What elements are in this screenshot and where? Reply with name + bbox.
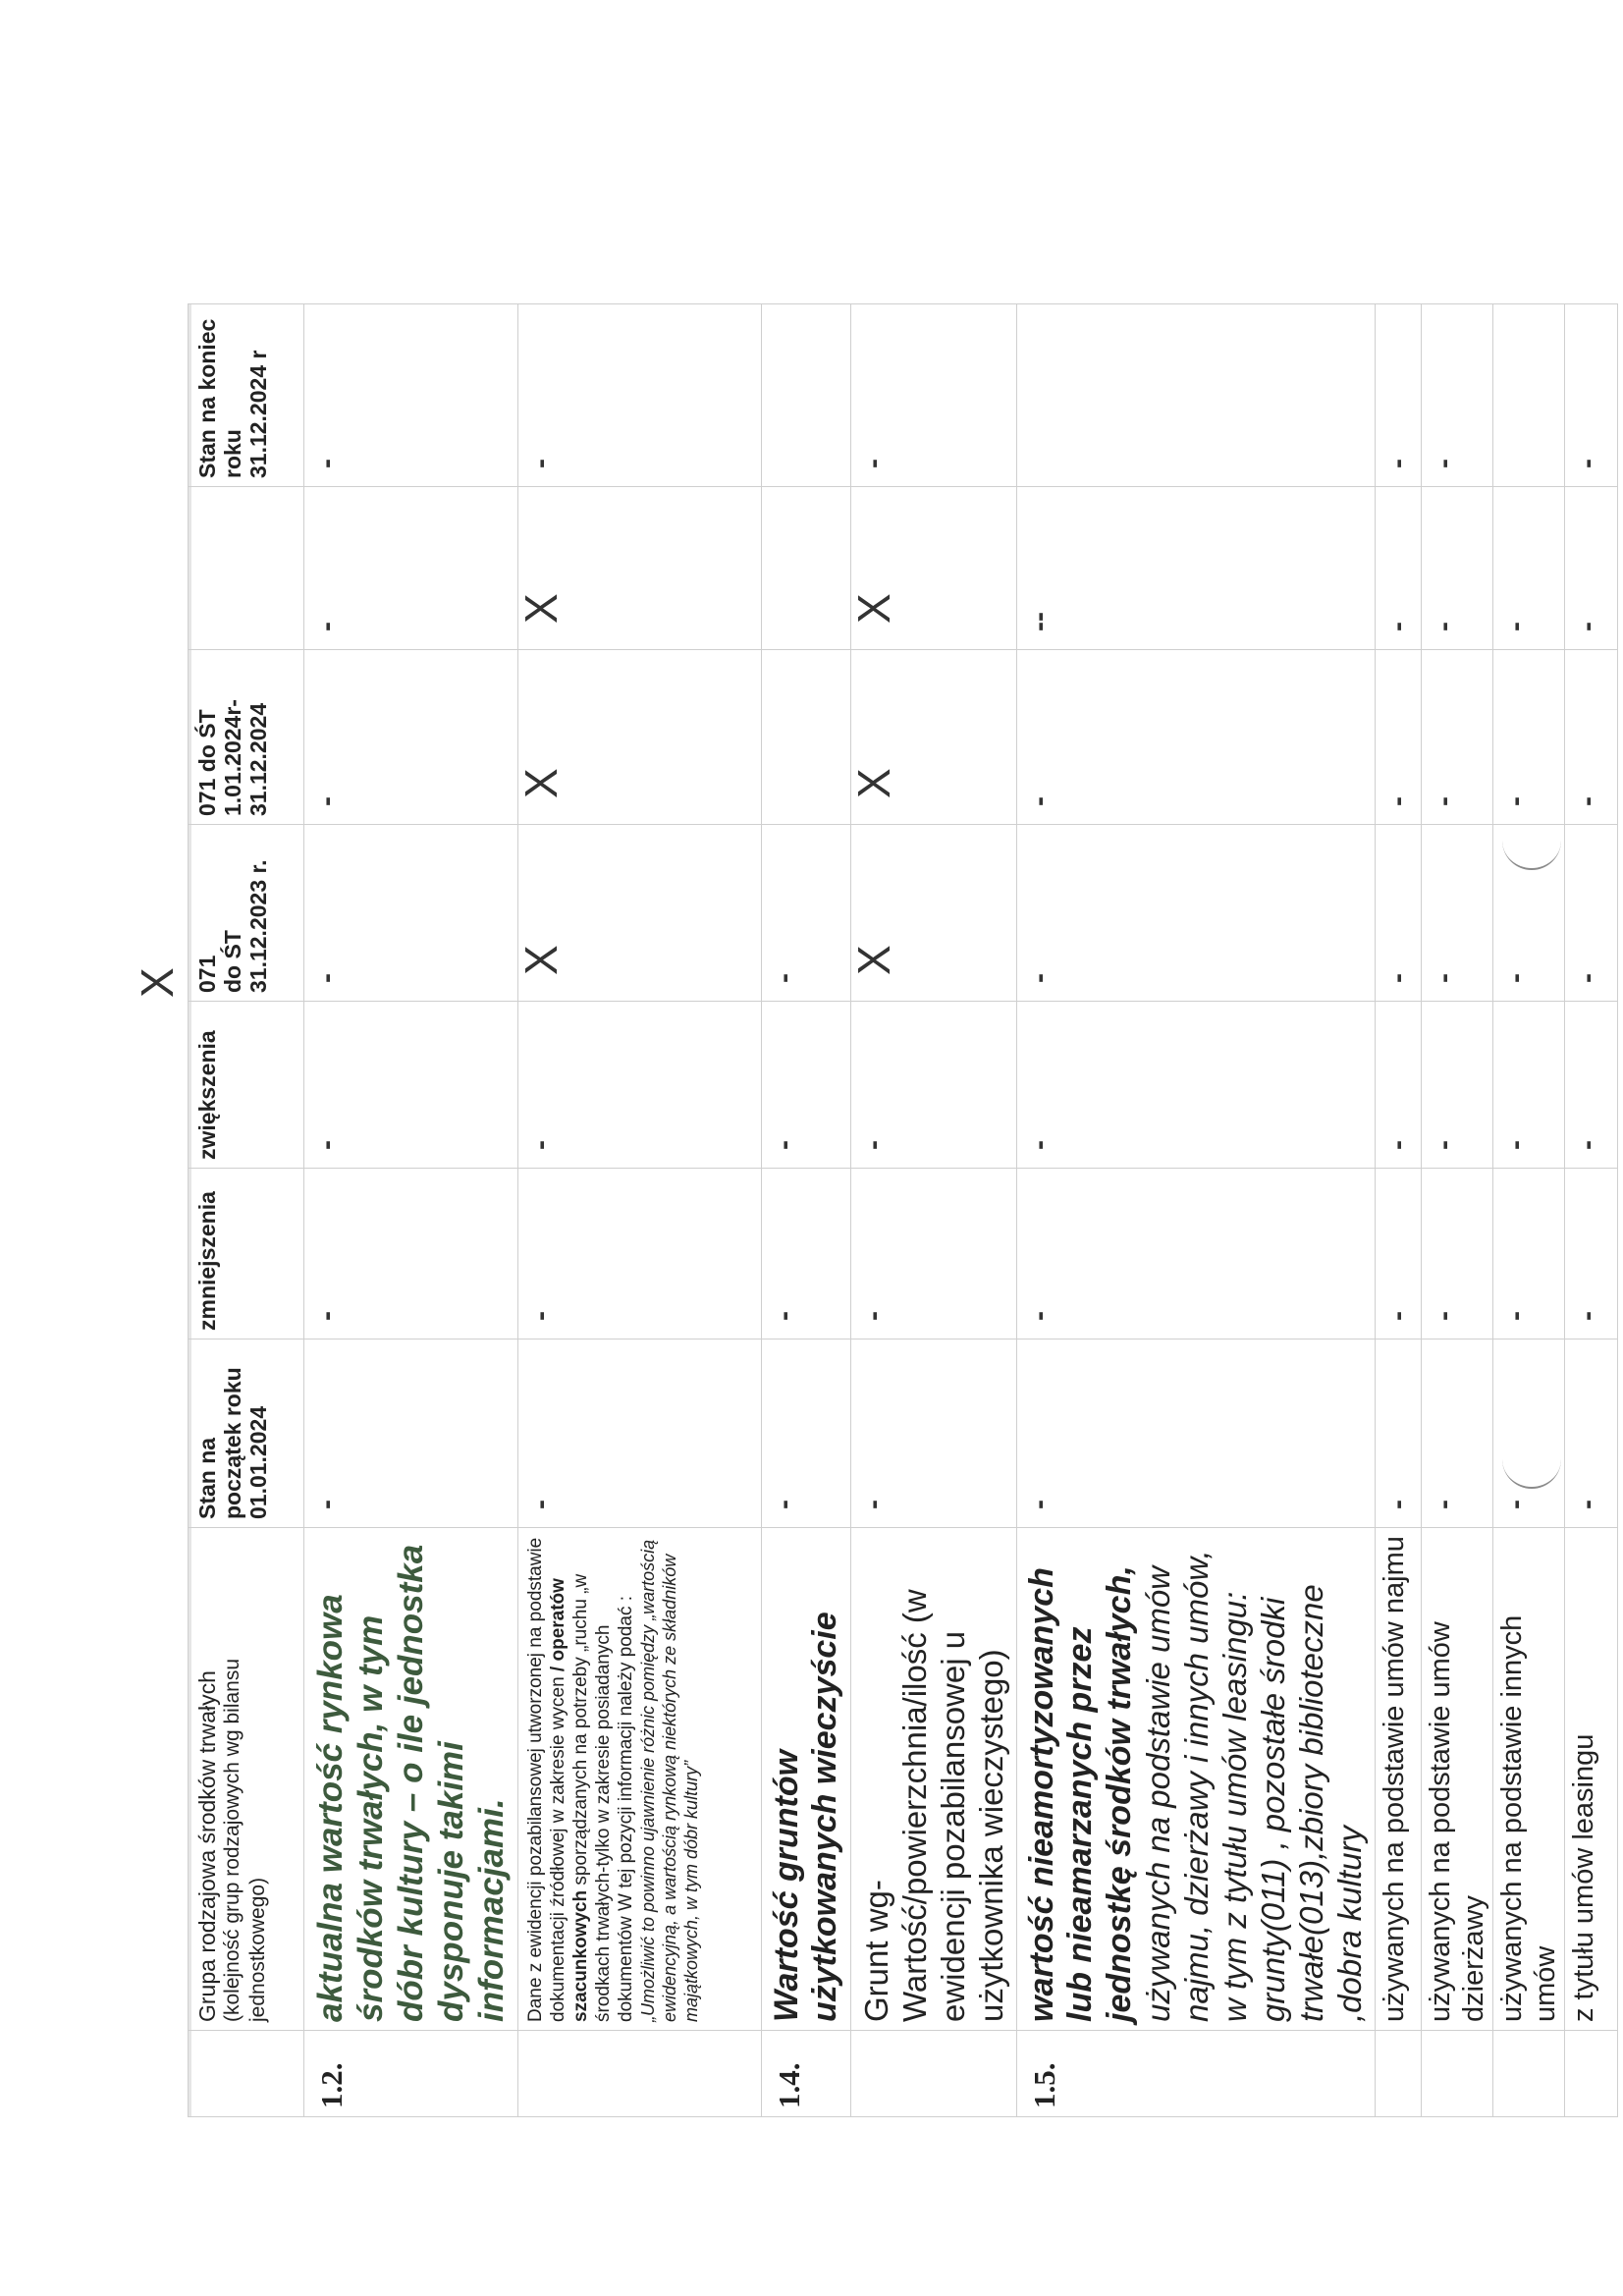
table-row [1565, 304, 1618, 2117]
header-end-line1: Stan na koniec [194, 318, 220, 478]
row-note [518, 1528, 762, 2031]
value-cell: - [1493, 825, 1565, 1002]
value-cell: - [1565, 1339, 1618, 1528]
x-mark: X [518, 487, 762, 650]
value-cell: - [1422, 487, 1493, 650]
fixed-assets-table [188, 303, 1618, 2117]
value-cell: - [518, 1169, 762, 1339]
note-text-c: sporządzanych na potrzeby „ruchu „w środkach trwałych-tylko w zakresie posiadanych dokumentów W tej pozycji informacji należy podać : [570, 1573, 636, 2022]
value-cell-empty [1493, 304, 1565, 487]
row-number: 1.4. [762, 2031, 851, 2117]
header-end [189, 304, 304, 487]
value-cell: - [304, 304, 518, 487]
value-cell: - [1017, 1169, 1376, 1339]
value-cell: - [518, 304, 762, 487]
table-row [518, 304, 762, 2117]
value-cell: - [1493, 487, 1565, 650]
value-cell-empty [1017, 304, 1376, 487]
row-label [1017, 1528, 1376, 2031]
note-text-b: / operatów szacunkowych [548, 1578, 591, 2022]
value-cell: - [304, 1169, 518, 1339]
x-mark: X [851, 650, 1017, 825]
row-label: używanych na podstawie innych umów [1493, 1528, 1565, 2031]
value-cell: - [304, 825, 518, 1002]
value-cell: - [1422, 825, 1493, 1002]
header-decreases: zmniejszenia [189, 1169, 304, 1339]
header-071b-line1: 071 do ŚT [194, 709, 220, 816]
x-mark: X [851, 487, 1017, 650]
table-row [1017, 304, 1376, 2117]
value-cell: - [304, 1339, 518, 1528]
row-title-rest: używanych na podstawie umów najmu, dzierżawy i innych umów, w tym z tytułu umów leasingu: [1140, 1550, 1253, 2022]
table-row [851, 304, 1017, 2117]
value-cell: - [1493, 650, 1565, 825]
value-cell: - [762, 1169, 851, 1339]
row-title: wartość nieamortyzowanych lub nieamarzanych przez jednostkę środków trwałych, [1023, 1565, 1138, 2022]
value-cell: - [1565, 825, 1618, 1002]
header-blank [189, 487, 304, 650]
value-cell-empty [762, 650, 851, 825]
value-cell: - [762, 1002, 851, 1169]
value-cell: - [304, 487, 518, 650]
value-cell: - [1017, 650, 1376, 825]
header-group-line1: Grupa rodzajowa środków trwałych [194, 1670, 220, 2022]
table-row [1422, 304, 1493, 2117]
row-number [851, 2031, 1017, 2117]
value-cell: - [1376, 487, 1422, 650]
row-detail: grunty(011) , pozostałe środki trwałe(013),zbiory biblioteczne ,dobra kultury [1255, 1584, 1368, 2022]
value-cell: - [1376, 1339, 1422, 1528]
value-cell: - [1422, 1169, 1493, 1339]
header-increases: zwiększenia [189, 1002, 304, 1169]
value-cell: - [1493, 1002, 1565, 1169]
header-start [189, 1339, 304, 1528]
value-cell: - [1565, 487, 1618, 650]
header-071a-line2: do ŚT [220, 930, 245, 993]
value-cell: - [518, 1002, 762, 1169]
value-cell-empty [762, 487, 851, 650]
value-cell: - [1422, 1002, 1493, 1169]
value-cell-empty [762, 304, 851, 487]
value-cell: - [1422, 304, 1493, 487]
value-cell: - [1565, 1002, 1618, 1169]
value-cell: - [1376, 304, 1422, 487]
value-cell: - [1565, 1169, 1618, 1339]
x-mark: X [851, 825, 1017, 1002]
value-cell: - [1493, 1169, 1565, 1339]
value-cell: - [1565, 304, 1618, 487]
value-cell: - [304, 1002, 518, 1169]
value-cell: - [1422, 1339, 1493, 1528]
header-start-line2: początek roku [220, 1367, 245, 1519]
note-italic: „Umożliwić to powinno ujawnienie różnic pomiędzy „wartością ewidencyjną, a wartością rynkową niektórych ze składników majątkowych, w tym dóbr kultury” [638, 1539, 701, 2022]
header-x-mark: X [132, 967, 183, 998]
value-cell: - [1376, 1169, 1422, 1339]
row-number: 1.2. [304, 2031, 518, 2117]
header-071b-line3: 31.12.2024 [245, 702, 271, 816]
row-label [304, 1528, 518, 2031]
value-cell: - [1376, 825, 1422, 1002]
x-mark: X [518, 825, 762, 1002]
row-number [1422, 2031, 1493, 2117]
note-text-a: Dane z ewidencji pozabilansowej utworzonej na podstawie dokumentacji źródłowej w zakresie wycen [525, 1537, 568, 2022]
value-cell: - [762, 1339, 851, 1528]
header-end-line3: 31.12.2024 r [245, 350, 271, 478]
header-start-line3: 01.01.2024 [245, 1405, 271, 1519]
header-num-cell [189, 2031, 304, 2117]
row-number [1565, 2031, 1618, 2117]
row-number: 1.5. [1017, 2031, 1376, 2117]
header-071a-line1: 071 [194, 955, 220, 993]
table-row [1493, 304, 1565, 2117]
table-row [1376, 304, 1422, 2117]
header-row [189, 304, 304, 2117]
row-title-underlined: o ile jednostka dysponuje takimi informacjami. [392, 1544, 511, 2022]
value-cell: - [1376, 650, 1422, 825]
row-title: Wartość gruntów użytkowanych wieczyście [762, 1528, 851, 2031]
header-071a-line3: 31.12.2023 r. [245, 859, 271, 993]
header-end-line2: roku [220, 429, 245, 478]
value-cell: - [851, 304, 1017, 487]
rotated-table-sheet [132, 304, 1603, 2117]
value-cell: - [1565, 650, 1618, 825]
table-row [762, 304, 851, 2117]
value-cell: - [1422, 650, 1493, 825]
header-071a [189, 825, 304, 1002]
value-cell: - [1376, 1002, 1422, 1169]
x-mark: X [518, 650, 762, 825]
value-cell: - [851, 1169, 1017, 1339]
row-label: używanych na podstawie umów najmu [1376, 1528, 1422, 2031]
value-cell: - [1017, 1339, 1376, 1528]
table-row [304, 304, 518, 2117]
header-start-line1: Stan na [194, 1437, 220, 1519]
row-label: Grunt wg-Wartość/powierzchnia/ilość (w ewidencji pozabilansowej u użytkownika wieczystego) [851, 1528, 1017, 2031]
row-title: aktualna wartość rynkowa środków trwałych, w tym dóbr kultury – [311, 1594, 430, 2022]
value-cell: - [851, 1339, 1017, 1528]
value-cell: - [851, 1002, 1017, 1169]
value-cell: - [1017, 825, 1376, 1002]
row-number [1493, 2031, 1565, 2117]
row-label: używanych na podstawie umów dzierżawy [1422, 1528, 1493, 2031]
value-cell: - [1017, 1002, 1376, 1169]
header-group-line2: (kolejność grup rodzajowych wg bilansu jednostkowego) [221, 1658, 269, 2022]
header-071b [189, 650, 304, 825]
header-071b-line2: 1.01.2024r- [220, 699, 245, 816]
value-cell: - [304, 650, 518, 825]
header-group [189, 1528, 304, 2031]
row-number [518, 2031, 762, 2117]
row-number [1376, 2031, 1422, 2117]
value-cell: - [1493, 1339, 1565, 1528]
value-cell: - [518, 1339, 762, 1528]
value-cell: -- [1017, 487, 1376, 650]
row-label: z tytułu umów leasingu [1565, 1528, 1618, 2031]
value-cell: - [762, 825, 851, 1002]
